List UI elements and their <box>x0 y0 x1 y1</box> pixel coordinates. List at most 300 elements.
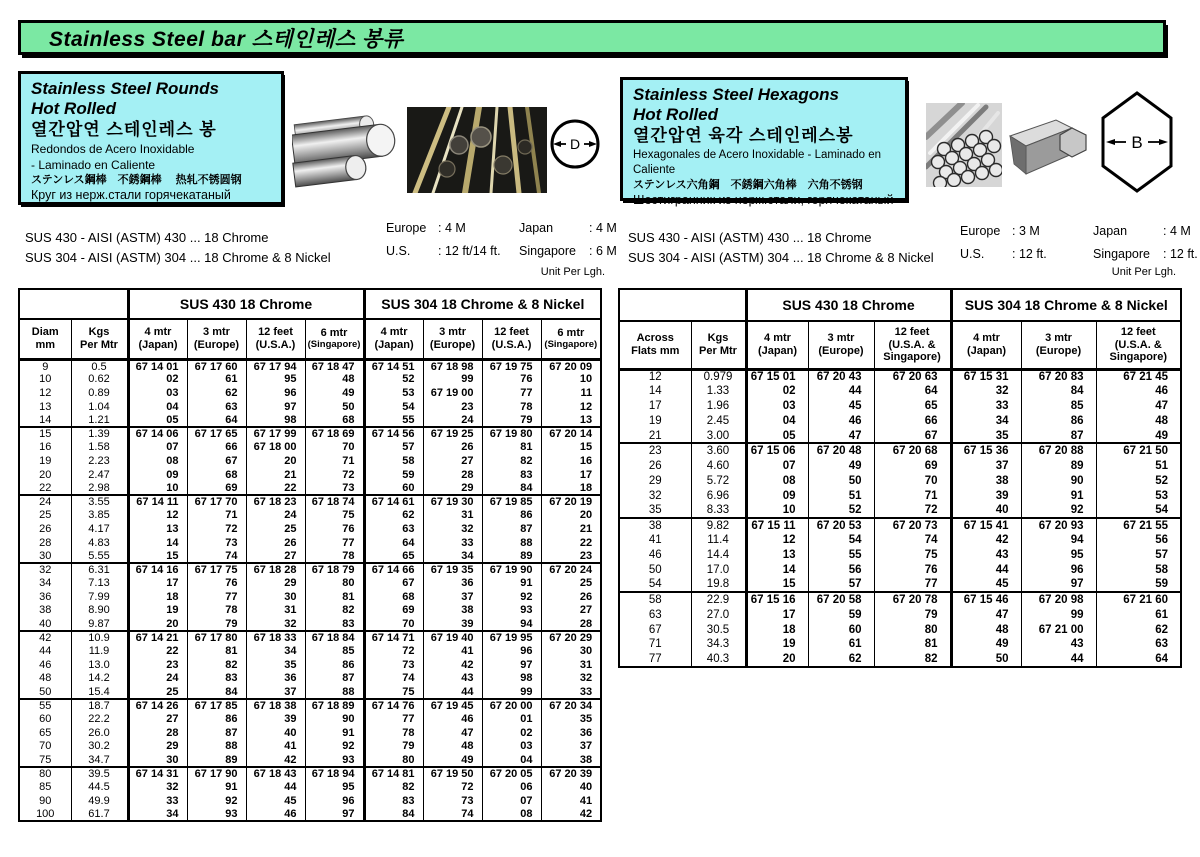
size-cell: 32 <box>648 489 662 502</box>
weight-cell: 8.90 <box>71 604 128 618</box>
order-code-cell: 76 <box>305 522 364 536</box>
size-cell: 58 <box>648 594 662 607</box>
hexagons-price-table <box>618 288 1182 668</box>
order-code-cell: 05 <box>746 429 808 444</box>
order-code-cell: 67 18 69 <box>305 427 364 441</box>
order-code-cell: 25 <box>541 577 601 591</box>
hexagons-info-box <box>620 77 908 207</box>
weight-cell: 4.60 <box>691 458 746 473</box>
order-code-cell: 56 <box>1096 533 1181 548</box>
size-cell: 26 <box>648 459 662 472</box>
column-header-line: 4 mtr <box>144 326 172 339</box>
order-code-cell: 29 <box>423 481 482 495</box>
column-header-line: Flats mm <box>631 344 680 357</box>
column-header <box>482 319 541 359</box>
order-code-cell: 19 <box>128 604 187 618</box>
table-row <box>19 495 601 509</box>
order-code-cell: 48 <box>423 740 482 754</box>
length-region: Singapore <box>1093 246 1150 261</box>
column-header-line: 12 feet <box>1120 326 1156 339</box>
size-cell: 70 <box>39 740 52 753</box>
order-code-cell: 49 <box>951 637 1021 652</box>
order-code-cell: 26 <box>541 590 601 604</box>
order-code-cell: 67 21 45 <box>1096 369 1181 384</box>
order-code-cell: 05 <box>128 413 187 427</box>
hexagons-title-en1: Stainless Steel Hexagons <box>633 85 839 104</box>
order-code-cell: 34 <box>423 549 482 563</box>
order-code-cell: 84 <box>187 685 246 699</box>
order-code-cell: 24 <box>128 672 187 686</box>
order-code-cell: 23 <box>423 400 482 414</box>
group-header: SUS 304 18 Chrome & 8 Nickel <box>951 289 1181 321</box>
order-code-cell: 91 <box>305 726 364 740</box>
order-code-cell: 50 <box>808 473 874 488</box>
order-code-cell: 67 14 61 <box>364 495 423 509</box>
order-code-cell: 67 15 01 <box>746 369 808 384</box>
order-code-cell: 04 <box>128 400 187 414</box>
weight-cell: 22.9 <box>691 592 746 607</box>
order-code-cell: 49 <box>808 458 874 473</box>
order-code-cell: 67 21 55 <box>1096 518 1181 533</box>
size-cell: 16 <box>39 441 52 454</box>
order-code-cell: 88 <box>482 536 541 550</box>
order-code-cell: 67 17 65 <box>187 427 246 441</box>
column-header <box>1021 321 1096 369</box>
order-code-cell: 90 <box>1021 473 1096 488</box>
weight-cell: 19.8 <box>691 577 746 592</box>
order-code-cell: 79 <box>187 617 246 631</box>
order-code-cell: 67 20 00 <box>482 699 541 713</box>
weight-cell: 1.96 <box>691 399 746 414</box>
size-cell: 30 <box>39 549 52 562</box>
order-code-cell: 67 19 25 <box>423 427 482 441</box>
order-code-cell: 84 <box>482 481 541 495</box>
size-cell: 17 <box>648 400 662 413</box>
table-row <box>19 672 601 686</box>
order-code-cell: 95 <box>246 373 305 387</box>
order-code-cell: 67 15 41 <box>951 518 1021 533</box>
order-code-cell: 82 <box>874 652 951 667</box>
order-code-cell: 25 <box>246 522 305 536</box>
size-cell: 48 <box>39 672 52 685</box>
column-header <box>619 321 691 369</box>
size-cell: 10 <box>39 373 52 386</box>
order-code-cell: 46 <box>808 414 874 429</box>
size-cell: 71 <box>648 638 662 651</box>
size-cell: 77 <box>648 652 662 665</box>
order-code-cell: 61 <box>187 373 246 387</box>
across-flats-diagram <box>1100 90 1174 194</box>
order-code-cell: 17 <box>128 577 187 591</box>
order-code-cell: 68 <box>305 413 364 427</box>
order-code-cell: 80 <box>874 622 951 637</box>
weight-cell: 3.60 <box>691 443 746 458</box>
order-code-cell: 43 <box>1021 637 1096 652</box>
order-code-cell: 77 <box>364 712 423 726</box>
order-code-cell: 20 <box>128 617 187 631</box>
size-cell: 65 <box>39 726 52 739</box>
order-code-cell: 44 <box>951 563 1021 578</box>
size-cell: 35 <box>648 503 662 516</box>
order-code-cell: 31 <box>541 658 601 672</box>
order-code-cell: 24 <box>246 509 305 523</box>
order-code-cell: 07 <box>482 794 541 808</box>
column-header <box>19 319 71 359</box>
size-cell: 63 <box>648 608 662 621</box>
order-code-cell: 40 <box>246 726 305 740</box>
weight-cell: 11.9 <box>71 644 128 658</box>
length-value: : 12 ft. <box>1163 246 1198 261</box>
order-code-cell: 92 <box>1021 503 1096 518</box>
order-code-cell: 59 <box>1096 577 1181 592</box>
column-header-line: 6 mtr <box>320 327 348 340</box>
order-code-cell: 04 <box>482 753 541 767</box>
order-code-cell: 71 <box>874 488 951 503</box>
size-cell: 55 <box>39 700 52 713</box>
size-cell: 100 <box>36 807 55 820</box>
order-code-cell: 10 <box>746 503 808 518</box>
table-row <box>19 685 601 699</box>
order-code-cell: 54 <box>808 533 874 548</box>
size-cell: 21 <box>648 429 662 442</box>
order-code-cell: 88 <box>305 685 364 699</box>
order-code-cell: 22 <box>541 536 601 550</box>
order-code-cell: 22 <box>246 481 305 495</box>
rounds-price-table <box>18 288 602 822</box>
diameter-label: D <box>569 136 581 152</box>
order-code-cell: 67 18 00 <box>246 441 305 455</box>
weight-cell: 1.39 <box>71 427 128 441</box>
order-code-cell: 67 19 40 <box>423 631 482 645</box>
weight-cell: 0.979 <box>691 369 746 384</box>
order-code-cell: 96 <box>246 386 305 400</box>
order-code-cell: 98 <box>246 413 305 427</box>
length-region: Europe <box>386 220 427 235</box>
order-code-cell: 67 19 35 <box>423 563 482 577</box>
table-row <box>619 637 1181 652</box>
order-code-cell: 67 15 36 <box>951 443 1021 458</box>
order-code-cell: 41 <box>423 644 482 658</box>
hexagons-line-ru: Шестигранник из нерж.стали, горячекатаный <box>633 192 894 207</box>
order-code-cell: 79 <box>482 413 541 427</box>
order-code-cell: 42 <box>541 808 601 822</box>
order-code-cell: 78 <box>305 549 364 563</box>
size-cell: 13 <box>39 400 52 413</box>
order-code-cell: 34 <box>951 414 1021 429</box>
rounds-line-cjk: ステンレス鋼棒 不銹鋼棒 热轧不锈圆钢 <box>31 174 242 187</box>
order-code-cell: 41 <box>541 794 601 808</box>
order-code-cell: 67 19 00 <box>423 386 482 400</box>
order-code-cell: 42 <box>951 533 1021 548</box>
order-code-cell: 14 <box>746 563 808 578</box>
table-row <box>619 443 1181 458</box>
hexagons-spec-430: SUS 430 - AISI (ASTM) 430 ... 18 Chrome <box>628 230 872 245</box>
order-code-cell: 54 <box>364 400 423 414</box>
table-row <box>19 604 601 618</box>
column-header-line: 12 feet <box>894 326 930 339</box>
order-code-cell: 74 <box>187 549 246 563</box>
weight-cell: 5.72 <box>691 473 746 488</box>
weight-cell: 6.31 <box>71 563 128 577</box>
order-code-cell: 67 15 31 <box>951 369 1021 384</box>
hexagons-spec <box>628 228 934 267</box>
size-cell: 12 <box>39 386 52 399</box>
order-code-cell: 27 <box>423 454 482 468</box>
order-code-cell: 64 <box>874 384 951 399</box>
order-code-cell: 36 <box>541 726 601 740</box>
order-code-cell: 74 <box>874 533 951 548</box>
size-cell: 54 <box>648 578 662 591</box>
order-code-cell: 20 <box>541 509 601 523</box>
order-code-cell: 02 <box>482 726 541 740</box>
rounds-price-table <box>18 288 602 822</box>
table-row <box>619 652 1181 667</box>
weight-cell: 7.99 <box>71 590 128 604</box>
order-code-cell: 67 <box>187 454 246 468</box>
order-code-cell: 03 <box>482 740 541 754</box>
rounds-spec-430: SUS 430 - AISI (ASTM) 430 ... 18 Chrome <box>25 230 269 245</box>
order-code-cell: 67 18 84 <box>305 631 364 645</box>
weight-cell: 49.9 <box>71 794 128 808</box>
order-code-cell: 67 14 71 <box>364 631 423 645</box>
table-row <box>19 631 601 645</box>
order-code-cell: 36 <box>246 672 305 686</box>
column-header <box>246 319 305 359</box>
order-code-cell: 67 14 26 <box>128 699 187 713</box>
order-code-cell: 83 <box>364 794 423 808</box>
column-header-line: 12 feet <box>258 326 293 339</box>
size-cell: 20 <box>39 468 52 481</box>
order-code-cell: 64 <box>364 536 423 550</box>
order-code-cell: 66 <box>874 414 951 429</box>
order-code-cell: 96 <box>1021 563 1096 578</box>
order-code-cell: 97 <box>1021 577 1096 592</box>
order-code-cell: 21 <box>246 468 305 482</box>
column-header <box>541 319 601 359</box>
order-code-cell: 65 <box>874 399 951 414</box>
weight-cell: 0.62 <box>71 373 128 387</box>
order-code-cell: 82 <box>482 454 541 468</box>
weight-cell: 3.85 <box>71 509 128 523</box>
table-row <box>619 503 1181 518</box>
size-cell: 40 <box>39 617 52 630</box>
size-cell: 15 <box>39 428 52 441</box>
order-code-cell: 70 <box>364 617 423 631</box>
order-code-cell: 22 <box>128 644 187 658</box>
order-code-cell: 82 <box>364 780 423 794</box>
order-code-cell: 67 19 95 <box>482 631 541 645</box>
table-row <box>19 468 601 482</box>
hexagons-line-es: Hexagonales de Acero Inoxidable - Laminado en Caliente <box>633 149 882 176</box>
order-code-cell: 67 14 21 <box>128 631 187 645</box>
order-code-cell: 93 <box>187 808 246 822</box>
order-code-cell: 58 <box>1096 563 1181 578</box>
order-code-cell: 77 <box>482 386 541 400</box>
order-code-cell: 99 <box>482 685 541 699</box>
weight-cell: 0.5 <box>71 359 128 373</box>
order-code-cell: 83 <box>305 617 364 631</box>
order-code-cell: 91 <box>482 577 541 591</box>
order-code-cell: 78 <box>364 726 423 740</box>
order-code-cell: 32 <box>246 617 305 631</box>
order-code-cell: 93 <box>305 753 364 767</box>
order-code-cell: 59 <box>808 607 874 622</box>
order-code-cell: 21 <box>541 522 601 536</box>
order-code-cell: 48 <box>951 622 1021 637</box>
column-header-line: 12 feet <box>494 326 529 339</box>
column-header-line: (U.S.A.) <box>491 338 532 351</box>
order-code-cell: 46 <box>246 808 305 822</box>
column-header-line: 4 mtr <box>973 332 1000 345</box>
size-cell: 50 <box>39 685 52 698</box>
order-code-cell: 81 <box>187 644 246 658</box>
table-row <box>19 522 601 536</box>
order-code-cell: 07 <box>128 441 187 455</box>
order-code-cell: 13 <box>128 522 187 536</box>
order-code-cell: 86 <box>482 509 541 523</box>
order-code-cell: 69 <box>364 604 423 618</box>
order-code-cell: 67 17 80 <box>187 631 246 645</box>
order-code-cell: 98 <box>482 672 541 686</box>
rounds-lengths <box>386 216 617 262</box>
table-row <box>619 563 1181 578</box>
weight-cell: 22.2 <box>71 712 128 726</box>
rounds-info-box <box>18 71 284 205</box>
order-code-cell: 67 20 43 <box>808 369 874 384</box>
size-cell: 19 <box>648 415 662 428</box>
order-code-cell: 87 <box>482 522 541 536</box>
hexagons-lengths <box>960 219 1198 265</box>
order-code-cell: 44 <box>1021 652 1096 667</box>
size-cell: 22 <box>39 481 52 494</box>
across-flats-label: B <box>1131 133 1143 152</box>
order-code-cell: 64 <box>187 413 246 427</box>
size-cell: 36 <box>39 590 52 603</box>
table-row <box>619 488 1181 503</box>
order-code-cell: 88 <box>187 740 246 754</box>
order-code-cell: 27 <box>541 604 601 618</box>
order-code-cell: 67 17 70 <box>187 495 246 509</box>
order-code-cell: 74 <box>423 808 482 822</box>
order-code-cell: 64 <box>1096 652 1181 667</box>
weight-cell: 17.0 <box>691 563 746 578</box>
order-code-cell: 62 <box>808 652 874 667</box>
order-code-cell: 25 <box>128 685 187 699</box>
order-code-cell: 67 14 16 <box>128 563 187 577</box>
order-code-cell: 29 <box>246 577 305 591</box>
order-code-cell: 35 <box>541 712 601 726</box>
column-header-line: 3 mtr <box>203 326 230 339</box>
order-code-cell: 67 17 90 <box>187 767 246 781</box>
order-code-cell: 50 <box>951 652 1021 667</box>
order-code-cell: 80 <box>364 753 423 767</box>
order-code-cell: 31 <box>423 509 482 523</box>
order-code-cell: 67 18 47 <box>305 359 364 373</box>
order-code-cell: 67 21 50 <box>1096 443 1181 458</box>
order-code-cell: 39 <box>423 617 482 631</box>
order-code-cell: 68 <box>364 590 423 604</box>
order-code-cell: 58 <box>364 454 423 468</box>
table-row <box>19 427 601 441</box>
order-code-cell: 67 18 89 <box>305 699 364 713</box>
order-code-cell: 89 <box>482 549 541 563</box>
table-row <box>619 429 1181 444</box>
weight-cell: 1.21 <box>71 413 128 427</box>
order-code-cell: 75 <box>305 509 364 523</box>
order-code-cell: 67 <box>364 577 423 591</box>
order-code-cell: 34 <box>128 808 187 822</box>
order-code-cell: 54 <box>1096 503 1181 518</box>
order-code-cell: 67 <box>874 429 951 444</box>
order-code-cell: 67 19 50 <box>423 767 482 781</box>
order-code-cell: 67 18 38 <box>246 699 305 713</box>
order-code-cell: 69 <box>874 458 951 473</box>
round-bars-illustration <box>292 112 410 194</box>
column-header <box>1096 321 1181 369</box>
order-code-cell: 97 <box>305 808 364 822</box>
order-code-cell: 65 <box>364 549 423 563</box>
length-value: : 12 ft/14 ft. <box>438 243 501 258</box>
length-value: : 4 M <box>1163 223 1191 238</box>
order-code-cell: 67 17 60 <box>187 359 246 373</box>
table-row <box>19 400 601 414</box>
order-code-cell: 72 <box>423 780 482 794</box>
order-code-cell: 01 <box>482 712 541 726</box>
table-row <box>19 590 601 604</box>
order-code-cell: 67 14 31 <box>128 767 187 781</box>
order-code-cell: 45 <box>246 794 305 808</box>
column-header-line: (U.S.A.) <box>255 338 296 351</box>
order-code-cell: 27 <box>246 549 305 563</box>
weight-cell: 7.13 <box>71 577 128 591</box>
order-code-cell: 67 19 45 <box>423 699 482 713</box>
order-code-cell: 19 <box>746 637 808 652</box>
order-code-cell: 57 <box>808 577 874 592</box>
order-code-cell: 12 <box>746 533 808 548</box>
rounds-spec-304: SUS 304 - AISI (ASTM) 304 ... 18 Chrome & 8 Nickel <box>25 249 331 265</box>
order-code-cell: 53 <box>1096 488 1181 503</box>
order-code-cell: 15 <box>128 549 187 563</box>
table-row <box>19 373 601 387</box>
order-code-cell: 28 <box>423 468 482 482</box>
length-value: : 4 M <box>589 220 617 235</box>
order-code-cell: 99 <box>1021 607 1096 622</box>
length-value: : 3 M <box>1012 223 1040 238</box>
hexagons-unit-note: Unit Per Lgh. <box>1111 266 1176 278</box>
table-row <box>619 607 1181 622</box>
column-header-line: (U.S.A. & <box>1114 338 1162 351</box>
order-code-cell: 08 <box>746 473 808 488</box>
order-code-cell: 03 <box>746 399 808 414</box>
order-code-cell: 37 <box>541 740 601 754</box>
table-row <box>619 414 1181 429</box>
order-code-cell: 72 <box>874 503 951 518</box>
rounds-title-en2: Hot Rolled <box>31 99 116 119</box>
order-code-cell: 91 <box>1021 488 1096 503</box>
order-code-cell: 02 <box>746 384 808 399</box>
size-cell: 26 <box>39 522 52 535</box>
order-code-cell: 47 <box>808 429 874 444</box>
order-code-cell: 87 <box>187 726 246 740</box>
hex-bars-bundle-photo <box>926 103 1002 187</box>
order-code-cell: 85 <box>1021 399 1096 414</box>
order-code-cell: 09 <box>128 468 187 482</box>
order-code-cell: 48 <box>305 373 364 387</box>
order-code-cell: 80 <box>305 577 364 591</box>
order-code-cell: 67 15 06 <box>746 443 808 458</box>
order-code-cell: 84 <box>364 808 423 822</box>
order-code-cell: 09 <box>746 488 808 503</box>
